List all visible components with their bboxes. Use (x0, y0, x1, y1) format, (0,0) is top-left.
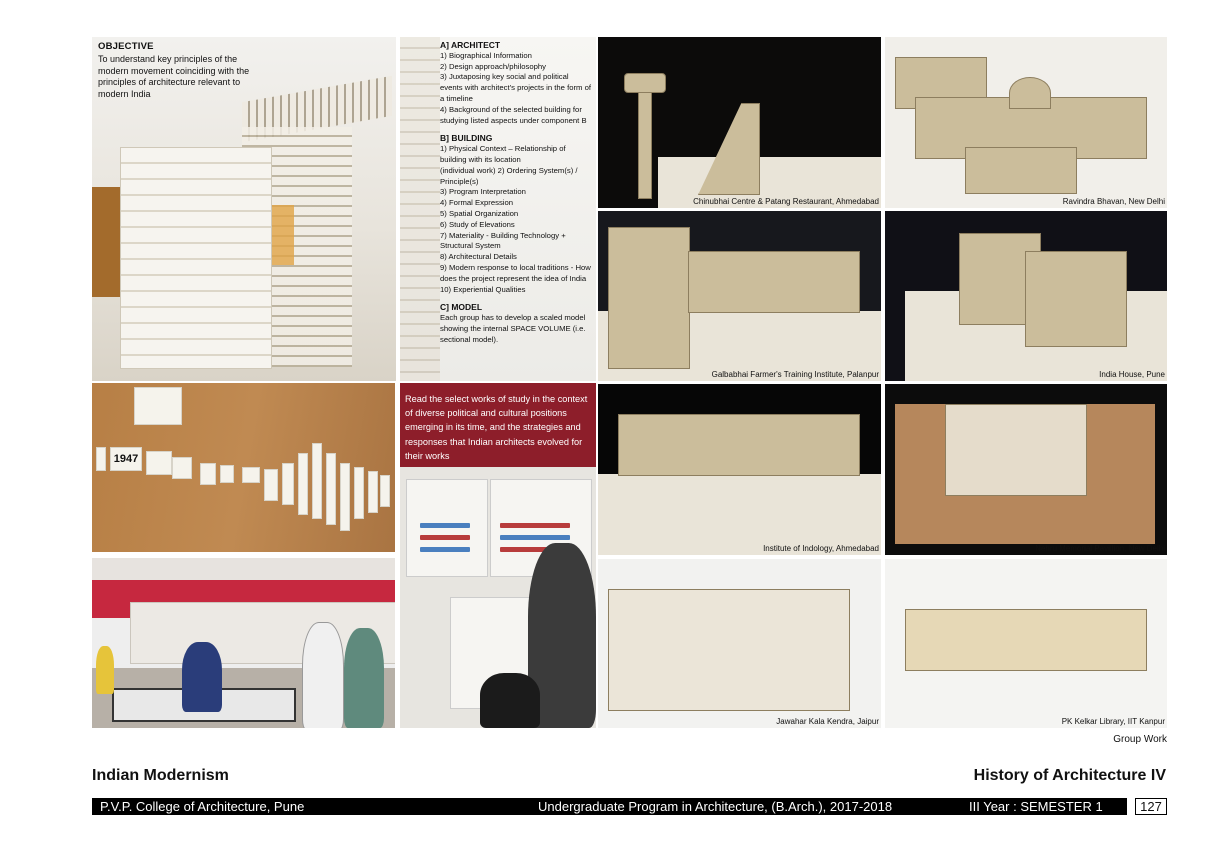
caption-indology: Institute of Indology, Ahmedabad (763, 544, 879, 553)
brief-line: 2) Design approach/philosophy (440, 61, 546, 71)
model-block (1025, 251, 1127, 347)
study-board-panel (400, 383, 596, 728)
model-block (688, 251, 860, 313)
model-block (608, 589, 850, 711)
pinned-note (354, 467, 364, 519)
pinned-note (220, 465, 234, 483)
caption-ravindra: Ravindra Bhavan, New Delhi (1062, 197, 1165, 206)
pinned-note (264, 469, 278, 501)
page-number: 127 (1135, 798, 1167, 815)
model-dome (1009, 77, 1051, 109)
pinned-note (312, 443, 322, 519)
pinned-note (134, 387, 182, 425)
sticky-tag (420, 547, 470, 552)
student-figure (182, 642, 222, 712)
model-stepped-block (698, 103, 760, 195)
model-photo-galbabhai (598, 211, 881, 381)
footer-bar (92, 798, 1127, 815)
caption-india-house: India House, Pune (1099, 370, 1165, 379)
brief-heading-building: B] BUILDING (440, 133, 493, 144)
model-block (608, 227, 690, 369)
classroom-photo (92, 558, 395, 728)
model-photo-india-house (885, 211, 1167, 381)
page-title: Indian Modernism (92, 767, 229, 784)
pinned-note (146, 451, 172, 475)
pinned-note (326, 453, 336, 525)
brief-line: 5) Spatial Organization (440, 208, 519, 218)
model-block (945, 404, 1087, 496)
objective-title: OBJECTIVE (98, 41, 154, 52)
sticky-tag (500, 523, 570, 528)
objective-photo-panel (92, 37, 396, 381)
brief-line: 3) Juxtaposing key social and political events with architect's projects in the form of a timeline (440, 72, 592, 103)
student-figure (96, 646, 114, 694)
model-base (598, 474, 881, 555)
sticky-tag (420, 523, 470, 528)
brief-line: 10) Experiential Qualities (440, 284, 526, 294)
brief-line: 4) Formal Expression (440, 198, 514, 208)
pinned-note (96, 447, 106, 471)
ceiling (92, 558, 395, 580)
model-photo-nehru-pavillion (885, 384, 1167, 555)
student-figure (344, 628, 384, 728)
model-tower-top (624, 73, 666, 93)
pinned-note (282, 463, 294, 505)
brief-line: Each group has to develop a scaled model showing the internal SPACE VOLUME (i.e. sectional model). (440, 313, 586, 344)
pinned-note (380, 475, 390, 507)
pinned-note (200, 463, 216, 485)
paper-sheet (406, 479, 488, 577)
model-photo-ravindra (885, 37, 1167, 208)
brief-heading-model: C] MODEL (440, 302, 483, 313)
brief-line: 7) Materiality - Building Technology + Structural System (440, 230, 566, 251)
caption-galbabhai: Galbabhai Farmer's Training Institute, Palanpur (711, 370, 879, 379)
pinned-note (172, 457, 192, 479)
study-note-box (400, 383, 596, 467)
caption-jawahar-kala-kendra: Jawahar Kala Kendra, Jaipur (776, 717, 879, 726)
study-note-text: Read the select works of study in the context of diverse political and cultural positions emerging in its time, and the strategies and responses that Indian architects evolved for their works (405, 394, 588, 461)
brief-line: 1) Biographical Information (440, 50, 532, 60)
brief-line: 6) Study of Elevations (440, 219, 515, 229)
timeline-year-card: 1947 (110, 447, 142, 471)
student-figure (302, 622, 344, 728)
sticky-tag (500, 535, 570, 540)
college-name: P.V.P. College of Architecture, Pune (100, 799, 305, 814)
pinned-note (242, 467, 260, 483)
model-block (905, 609, 1147, 671)
model-block (618, 414, 860, 476)
brief-heading-architect: A] ARCHITECT (440, 40, 501, 50)
brief-panel (400, 37, 596, 381)
brief-line: (individual work) 2) Ordering System(s) / Principle(s) (440, 165, 578, 186)
brief-line: 9) Modern response to local traditions - How does the project represent the idea of India (440, 262, 591, 283)
brief-line: 8) Architectural Details (440, 252, 517, 262)
course-title: History of Architecture IV (973, 767, 1166, 784)
caption-nehru-pavillion: Nehru Memorial Pavillion, New Delhi (1035, 544, 1165, 553)
brief-line: 1) Physical Context – Relationship of building with its location (440, 144, 566, 164)
brief-line: 4) Background of the selected building for studying listed aspects under component B (440, 104, 587, 125)
model-block (965, 147, 1077, 194)
sticky-tag (420, 535, 470, 540)
brief-line: 3) Program Interpretation (440, 187, 526, 197)
brief-text-block (440, 40, 592, 346)
caption-chinubhai: Chinubhai Centre & Patang Restaurant, Ahmedabad (693, 197, 879, 206)
pinned-note (340, 463, 350, 531)
semester-label: III Year : SEMESTER 1 (969, 799, 1103, 814)
model-photo-jawahar-kala-kendra (598, 559, 881, 728)
student-figure (480, 673, 540, 728)
group-work-label: Group Work (1113, 734, 1167, 745)
pinned-note (368, 471, 378, 513)
program-name: Undergraduate Program in Architecture, (B.Arch.), 2017-2018 (538, 799, 893, 814)
model-photo-chinubhai (598, 37, 881, 208)
caption-pk-kelkar: PK Kelkar Library, IIT Kanpur (1061, 717, 1165, 726)
objective-text: To understand key principles of the modern movement coinciding with the principles of architecture relevant to modern India (98, 54, 250, 99)
model-photo-pk-kelkar (885, 559, 1167, 728)
model-tower-shaft (638, 77, 652, 199)
timeline-wall-photo (92, 383, 395, 552)
brief-background-photo (400, 37, 440, 381)
model-facade (120, 147, 272, 369)
pinned-note (298, 453, 308, 515)
model-photo-indology (598, 384, 881, 555)
model-wall-piece (92, 187, 120, 297)
